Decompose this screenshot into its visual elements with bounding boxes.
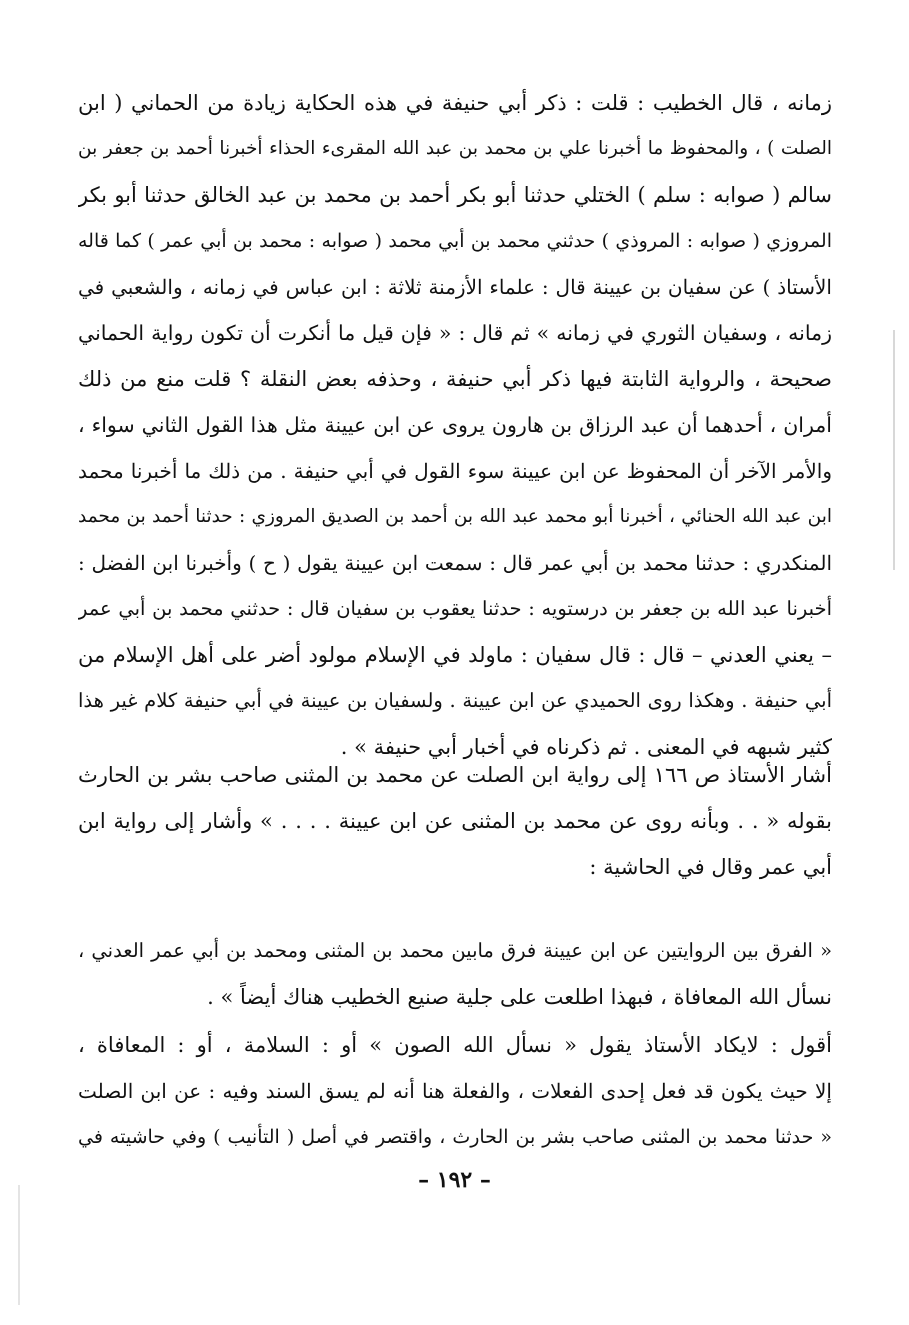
text-line: نسأل الله المعافاة ، فبهذا اطلعت على جلية صنيع الخطيب هناك أيضاً » . bbox=[207, 985, 832, 1009]
scan-edge-mark bbox=[18, 1185, 20, 1305]
text-line: والأمر الآخر أن المحفوظ عن ابن عيينة سوء القول في أبي حنيفة . من ذلك ما أخبرنا محمد bbox=[78, 459, 832, 483]
text-line: أبي حنيفة . وهكذا روى الحميدي عن ابن عيينة . ولسفيان بن عيينة في أبي حنيفة كلام غير هذا bbox=[78, 689, 832, 712]
text-line: صحيحة ، والرواية الثابتة فيها ذكر أبي حنيفة ، وحذفه بعض النقلة ؟ قلت منع من ذلك bbox=[78, 367, 832, 391]
text-line: كثير شبهه في المعنى . ثم ذكرناه في أخبار أبي حنيفة » . bbox=[340, 735, 832, 759]
paragraph-quote bbox=[78, 928, 832, 1020]
text-line: – يعني العدني – قال : قال سفيان : ماولد في الإسلام مولود أضر على أهل الإسلام من bbox=[78, 643, 832, 667]
text-line: أمران ، أحدهما أن عبد الرزاق بن هارون يروى عن ابن عيينة مثل هذا القول الثاني سواء ، bbox=[78, 413, 832, 437]
text-line: « حدثنا محمد بن المثنى صاحب بشر بن الحارث ، واقتصر في أصل ( التأنيب ) وفي حاشيته في bbox=[78, 1126, 832, 1148]
text-line: بقوله « . . وبأنه روى عن محمد بن المثنى عن ابن عيينة . . . . » وأشار إلى رواية ابن bbox=[78, 809, 832, 833]
page-number: – ١٩٢ – bbox=[418, 1167, 491, 1193]
text-line: « الفرق بين الروايتين عن ابن عيينة فرق مابين محمد بن المثنى ومحمد بن أبي عمر العدني ، bbox=[78, 939, 832, 962]
text-line: أقول : لايكاد الأستاذ يقول « نسأل الله الصون » أو : السلامة ، أو : المعافاة ، bbox=[78, 1033, 832, 1057]
text-line: المنكدري : حدثنا محمد بن أبي عمر قال : سمعت ابن عيينة يقول ( ح ) وأخبرنا ابن الفضل : bbox=[78, 551, 832, 575]
text-line: ابن عبد الله الحنائي ، أخبرنا أبو محمد عبد الله بن أحمد بن الصديق المروزي : حدثنا أحمد بن محمد bbox=[78, 506, 832, 527]
paragraph-reference bbox=[78, 752, 832, 890]
text-line: الصلت ) ، والمحفوظ ما أخبرنا علي بن محمد بن عبد الله المقرىء الحذاء أخبرنا أحمد بن جعفر بن bbox=[78, 138, 832, 159]
text-line: أبي عمر وقال في الحاشية : bbox=[589, 855, 832, 879]
text-line: سالم ( صوابه : سلم ) الختلي حدثنا أبو بكر أحمد بن محمد بن عبد الخالق حدثنا أبو بكر bbox=[78, 183, 832, 207]
text-line: إلا حيث يكون قد فعل إحدى الفعلات ، والفعلة هنا أنه لم يسق السند وفيه : عن ابن الصلت bbox=[78, 1079, 832, 1103]
scan-edge-mark bbox=[893, 330, 895, 570]
paragraph-main bbox=[78, 80, 832, 770]
text-line: المروزي ( صوابه : المروذي ) حدثني محمد بن أبي محمد ( صوابه : محمد بن أبي عمر ) كما قاله bbox=[78, 230, 832, 252]
text-line: زمانه ، قال الخطيب : قلت : ذكر أبي حنيفة في هذه الحكاية زيادة من الحماني ( ابن bbox=[78, 91, 832, 115]
text-line: الأستاذ ) عن سفيان بن عيينة قال : علماء الأزمنة ثلاثة : ابن عباس في زمانه ، والشعبي في bbox=[78, 275, 832, 299]
text-line: أخبرنا عبد الله بن جعفر بن درستويه : حدثنا يعقوب بن سفيان قال : حدثني محمد بن أبي عمر bbox=[78, 597, 832, 620]
text-line: زمانه ، وسفيان الثوري في زمانه » ثم قال : « فإن قيل ما أنكرت أن تكون رواية الحماني bbox=[78, 321, 832, 345]
text-line: أشار الأستاذ ص ١٦٦ إلى رواية ابن الصلت عن محمد بن المثنى صاحب بشر بن الحارث bbox=[78, 763, 832, 787]
paragraph-response bbox=[78, 1022, 832, 1160]
